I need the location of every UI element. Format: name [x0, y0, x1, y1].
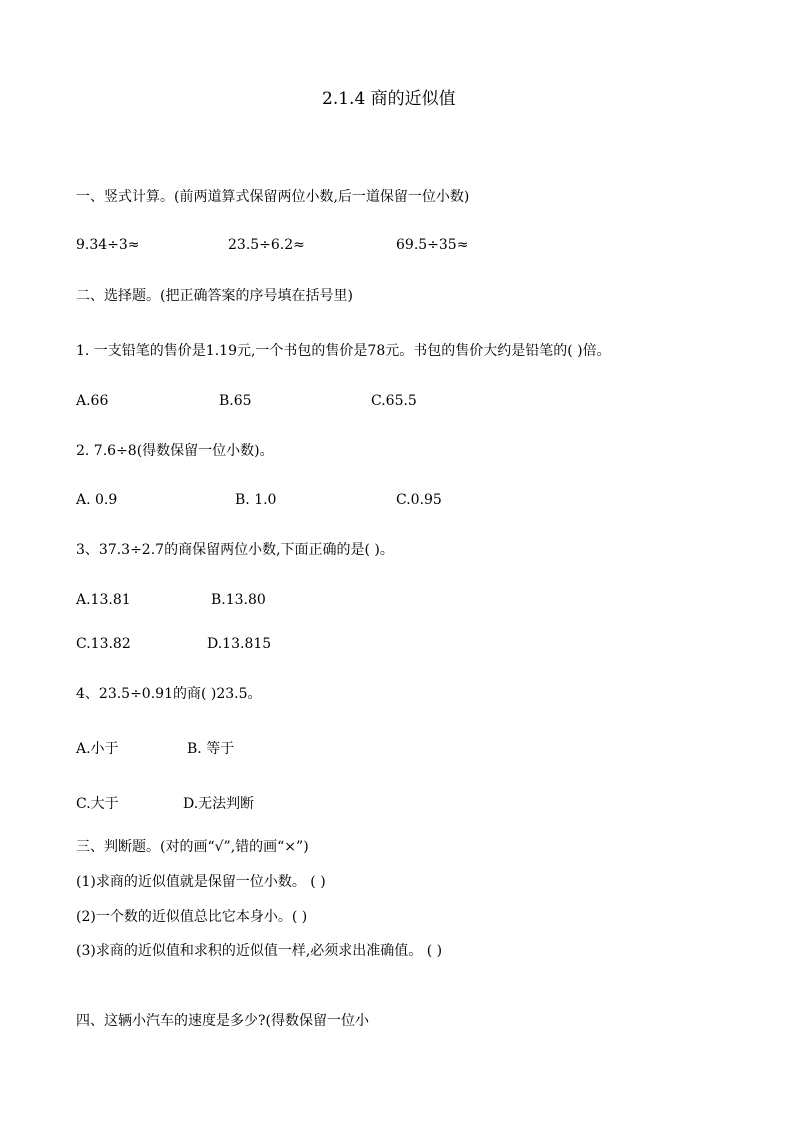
q2-option-b: B. 1.0 [235, 492, 277, 508]
section4-heading: 四、这辆小汽车的速度是多少?(得数保留一位小 [76, 1013, 369, 1029]
q1-option-b: B.65 [219, 393, 252, 409]
section2-heading: 二、选择题。(把正确答案的序号填在括号里) [76, 288, 353, 304]
q1-text: 1. 一支铅笔的售价是1.19元,一个书包的售价是78元。书包的售价大约是铅笔的( )倍。 [76, 343, 611, 359]
q4-option-d: D.无法判断 [183, 796, 255, 812]
section1-heading: 一、竖式计算。(前两道算式保留两位小数,后一道保留一位小数) [76, 189, 470, 205]
q1-option-a: A.66 [76, 393, 109, 409]
section1-problem-1: 9.34÷3≈ [76, 237, 140, 253]
q2-option-a: A. 0.9 [76, 492, 118, 508]
q2-option-c: C.0.95 [396, 492, 442, 508]
q4-option-c: C.大于 [76, 796, 119, 812]
q3-option-c: C.13.82 [76, 636, 131, 652]
q1-option-c: C.65.5 [371, 393, 417, 409]
q3-option-d: D.13.815 [207, 636, 272, 652]
q4-text: 4、23.5÷0.91的商( )23.5。 [76, 686, 262, 702]
section1-problem-3: 69.5÷35≈ [396, 237, 469, 253]
judge-item-3: (3)求商的近似值和求积的近似值一样,必须求出准确值。 ( ) [76, 943, 443, 959]
judge-item-1: (1)求商的近似值就是保留一位小数。 ( ) [76, 874, 326, 890]
page-title: 2.1.4 商的近似值 [322, 89, 456, 109]
q3-option-b: B.13.80 [211, 592, 266, 608]
section3-heading: 三、判断题。(对的画“√”,错的画“×”) [76, 839, 309, 855]
judge-item-2: (2)一个数的近似值总比它本身小。( ) [76, 909, 308, 925]
q2-text: 2. 7.6÷8(得数保留一位小数)。 [76, 443, 274, 459]
section1-problem-2: 23.5÷6.2≈ [228, 237, 305, 253]
q4-option-b: B. 等于 [187, 741, 235, 757]
q4-option-a: A.小于 [76, 741, 119, 757]
q3-text: 3、37.3÷2.7的商保留两位小数,下面正确的是( )。 [76, 542, 394, 558]
q3-option-a: A.13.81 [76, 592, 131, 608]
